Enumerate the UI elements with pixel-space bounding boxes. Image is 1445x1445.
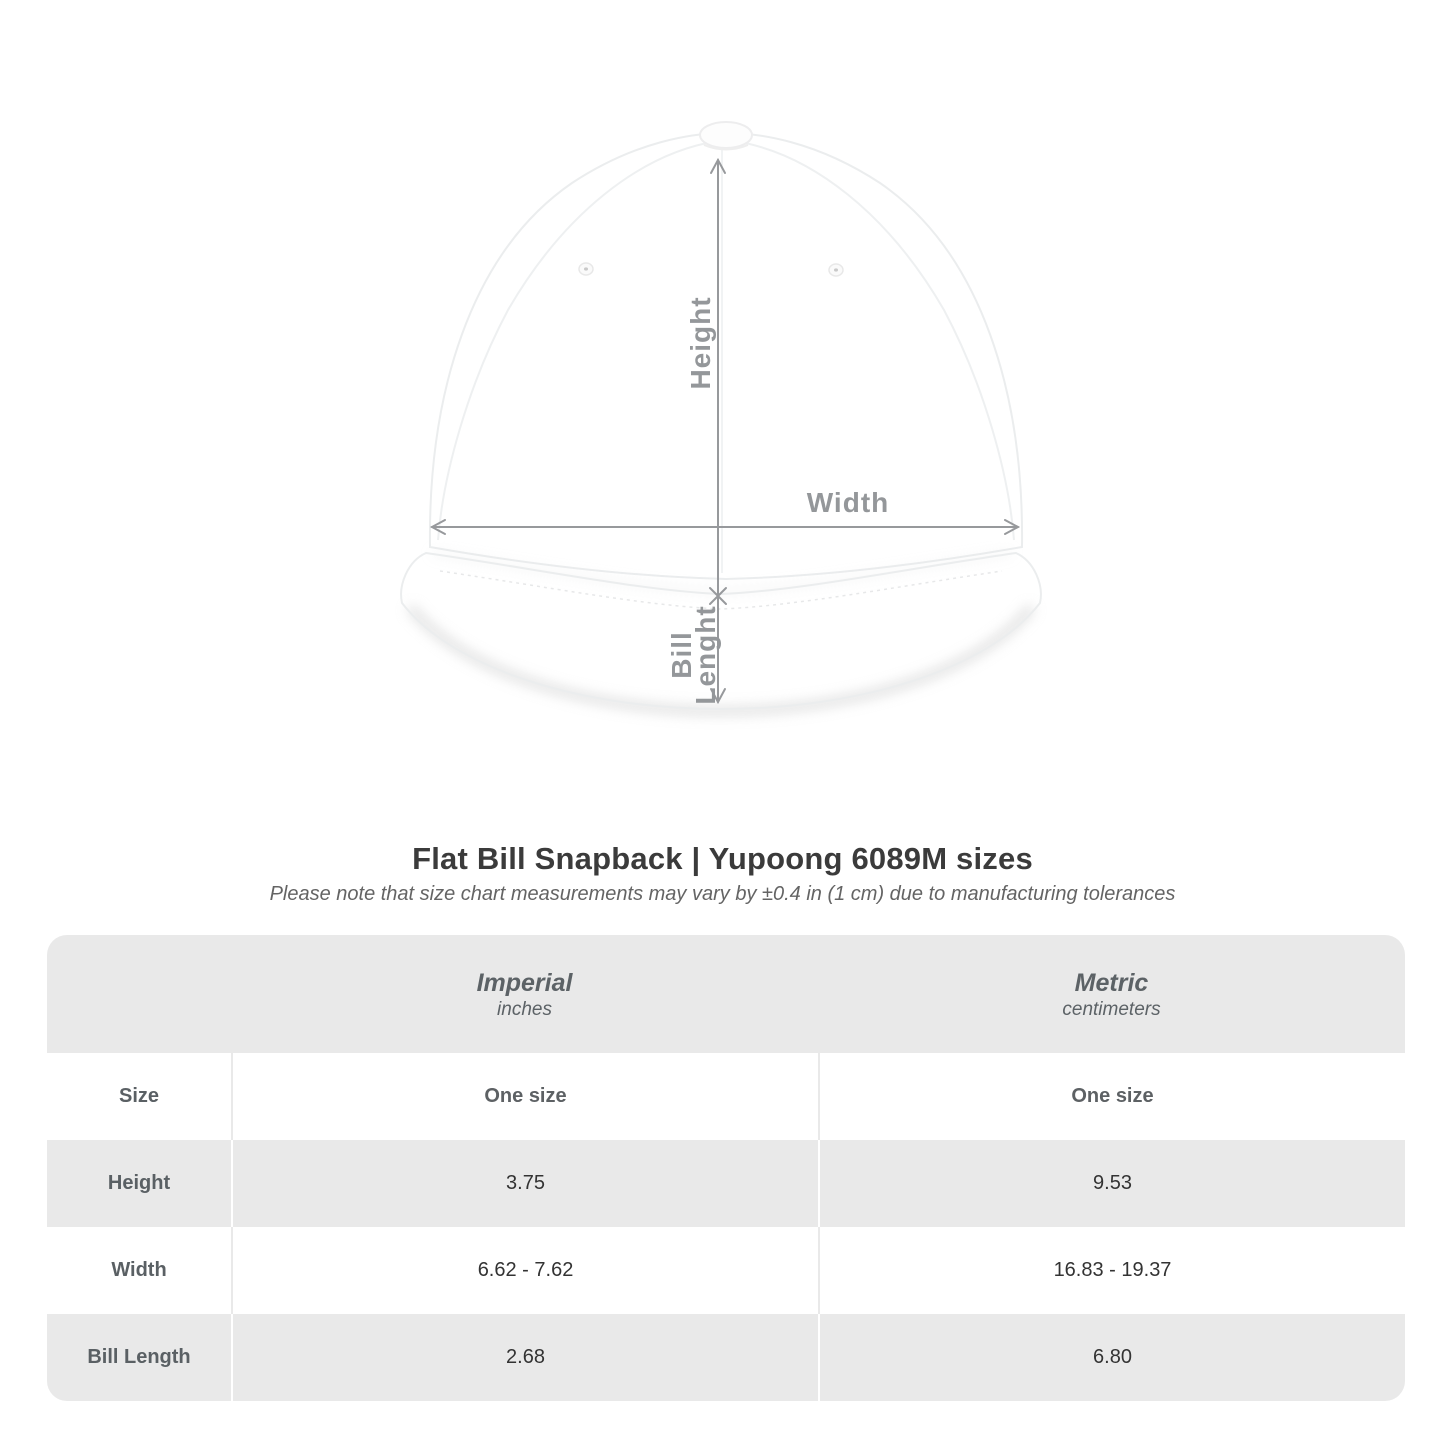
height-label: Height bbox=[685, 296, 716, 390]
row-label: Size bbox=[118, 1085, 160, 1107]
cell-imperial: 6.62 - 7.62 bbox=[231, 1227, 818, 1314]
table-row-height bbox=[47, 1140, 1405, 1227]
bill-length-label-line2: Lenght bbox=[690, 605, 721, 705]
size-table bbox=[47, 935, 1405, 1401]
cell-metric: 6.80 bbox=[818, 1314, 1405, 1401]
row-label: Width bbox=[111, 1259, 167, 1281]
hat-button bbox=[700, 122, 752, 150]
title-block bbox=[0, 840, 1445, 906]
width-label: Width bbox=[806, 487, 890, 518]
page-subtitle: Please note that size chart measurements may vary by ±0.4 in (1 cm) due to manufacturing tolerances bbox=[269, 883, 1176, 905]
column-group-imperial bbox=[231, 968, 818, 1021]
hat-bill bbox=[401, 553, 1041, 709]
table-row-bill-length bbox=[47, 1314, 1405, 1401]
measurement-overlay bbox=[432, 160, 1018, 705]
imperial-unit: inches bbox=[497, 998, 552, 1020]
cell-imperial: One size bbox=[231, 1053, 818, 1140]
cell-imperial: 2.68 bbox=[231, 1314, 818, 1401]
bill-length-label-line1: Bill bbox=[666, 631, 697, 679]
table-row-width bbox=[47, 1227, 1405, 1314]
table-header bbox=[47, 935, 1405, 1053]
metric-unit: centimeters bbox=[1062, 998, 1161, 1020]
page-title: Flat Bill Snapback | Yupoong 6089M sizes bbox=[412, 841, 1033, 876]
eyelet-right bbox=[829, 264, 843, 276]
hat-crown bbox=[430, 133, 1022, 579]
cell-metric: One size bbox=[818, 1053, 1405, 1140]
cell-imperial: 3.75 bbox=[231, 1140, 818, 1227]
table-row-size bbox=[47, 1053, 1405, 1140]
width-measure-line bbox=[432, 520, 1018, 534]
cell-metric: 9.53 bbox=[818, 1140, 1405, 1227]
hat-measurement-diagram bbox=[388, 95, 1058, 745]
row-label: Height bbox=[107, 1172, 171, 1194]
cell-metric: 16.83 - 19.37 bbox=[818, 1227, 1405, 1314]
metric-label: Metric bbox=[1074, 968, 1149, 997]
imperial-label: Imperial bbox=[476, 968, 573, 997]
column-group-metric bbox=[818, 968, 1405, 1021]
row-label: Bill Length bbox=[87, 1346, 191, 1368]
eyelet-left bbox=[579, 263, 593, 275]
